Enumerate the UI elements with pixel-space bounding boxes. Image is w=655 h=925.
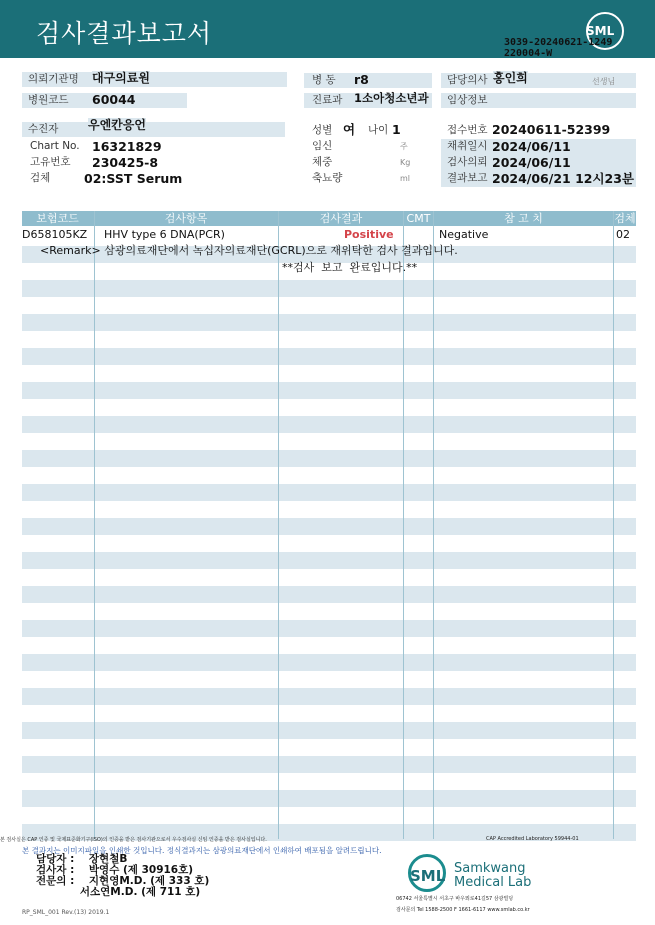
- header-test-item: 검사항목: [164, 212, 208, 225]
- report-label: 결과보고: [447, 172, 488, 184]
- sex-label: 성별: [312, 124, 333, 136]
- urine-label: 축뇨량: [312, 172, 343, 184]
- request-label: 검사의뢰: [447, 156, 488, 168]
- collect-value: 2024/06/11: [492, 139, 571, 154]
- row-reference: Negative: [439, 228, 489, 241]
- dept-value: 1소아청소년과: [354, 91, 429, 105]
- doctor-suffix: 선생님: [592, 77, 616, 86]
- table-row: [22, 348, 636, 365]
- row-result: Positive: [344, 228, 394, 241]
- header-result: 검사결과: [319, 212, 363, 225]
- weight-unit: Kg: [400, 158, 411, 167]
- clinical-label: 임상정보: [441, 93, 636, 108]
- table-row: [22, 620, 636, 637]
- sml-mark-text: SML: [410, 867, 446, 885]
- ward-value: r8: [354, 72, 369, 87]
- patient-value: 우엔칸응언: [88, 118, 146, 132]
- certification-note: 본 검사실은 CAP 인증 및 국제표준화기구(ISO)의 인증을 받은 검사기관으로서 우수검사실 신임 인증을 받은 검사실입니다.: [0, 837, 267, 843]
- lab-address: 06742 서울특별시 서초구 바우뫼로41길57 삼광빌딩: [396, 896, 514, 902]
- report-complete-text: **검사 보고 완료입니다.**: [282, 261, 418, 274]
- column-divider: [278, 211, 279, 839]
- header-reference: 참 고 치: [504, 212, 543, 225]
- table-row: [22, 722, 636, 739]
- row-insurance-code: D658105KZ: [22, 228, 88, 241]
- table-row: [22, 314, 636, 331]
- sex-value: 여: [343, 122, 356, 137]
- column-divider: [433, 211, 434, 839]
- cap-note: CAP Accredited Laboratory 59944-01: [486, 836, 579, 842]
- column-divider: [403, 211, 404, 839]
- table-row: [22, 552, 636, 569]
- image-notice: 본 결과지는 이미지파일을 인쇄한 것입니다. 정식결과지는 삼광의료재단에서 인쇄하여 배포됨을 알려드립니다.: [22, 846, 382, 855]
- patient-label: 수진자: [22, 122, 285, 137]
- weight-label: 체중: [312, 156, 333, 168]
- chart-no-value: 16321829: [92, 139, 162, 154]
- collect-label: 채취일시: [447, 140, 488, 152]
- chart-no-label: Chart No.: [30, 140, 80, 152]
- header-specimen: 검체: [614, 212, 636, 225]
- table-header: [22, 211, 636, 226]
- institution-value: 대구의료원: [92, 71, 150, 85]
- table-row: [22, 450, 636, 467]
- receipt-value: 20240611-52399: [492, 122, 611, 137]
- table-row: [22, 586, 636, 603]
- specimen-label: 검체: [30, 172, 51, 184]
- pregnancy-label: 임신: [312, 140, 333, 152]
- doctor-label: 담당의사: [441, 73, 636, 88]
- row-test-item: HHV type 6 DNA(PCR): [104, 228, 225, 241]
- report-value: 2024/06/21 12시23분: [492, 171, 635, 186]
- institution-label: 의뢰기관명: [22, 72, 287, 87]
- ward-label: 병 동: [304, 73, 432, 88]
- page-title: 검사결과보고서: [36, 19, 213, 48]
- table-row: [22, 416, 636, 433]
- request-value: 2024/06/11: [492, 155, 571, 170]
- table-row: [22, 382, 636, 399]
- receipt-label: 접수번호: [447, 124, 488, 136]
- signers: 담당자 : 장현철B 검사자 : 박영수 (제 30916호) 전문의 : 지현영M.D. (제 333 호) 서소연M.D. (제 711 호): [36, 853, 210, 898]
- age-label: 나이: [368, 124, 389, 136]
- unique-no-value: 230425-8: [92, 155, 159, 170]
- hospital-code-label: 병원코드: [22, 93, 187, 108]
- form-number: RP_SML_001 Rev.(13) 2019.1: [22, 909, 110, 916]
- document-number: 3039-20240621-1249 220004-W: [504, 37, 613, 59]
- table-row: [22, 280, 636, 297]
- logo-text: SML: [586, 24, 615, 38]
- hospital-code-value: 60044: [92, 92, 136, 107]
- row-specimen: 02: [616, 228, 630, 241]
- table-row: [22, 654, 636, 671]
- table-row: [22, 518, 636, 535]
- lab-contact: 검사문의 Tel 1588-2500 F 1661-6117 www.smlab.co.kr: [396, 907, 530, 913]
- doctor-value: 홍인희: [493, 71, 528, 85]
- column-divider: [613, 211, 614, 839]
- header-insurance-code: 보험코드: [36, 212, 79, 225]
- unique-no-label: 고유번호: [30, 156, 71, 168]
- specimen-value: 02:SST Serum: [84, 171, 183, 186]
- header-cmt: CMT: [406, 212, 431, 225]
- age-value: 1: [392, 122, 401, 137]
- urine-unit: ml: [400, 174, 411, 183]
- pregnancy-unit: 주: [400, 142, 408, 151]
- table-row: [22, 688, 636, 705]
- remark-text: <Remark> 삼광의료재단에서 녹십자의료재단(GCRL)으로 재위탁한 검사 결과입니다.: [40, 244, 458, 257]
- table-row: [22, 756, 636, 773]
- table-row: [22, 484, 636, 501]
- table-row: [22, 790, 636, 807]
- lab-name: Samkwang Medical Lab: [454, 861, 532, 890]
- column-divider: [94, 211, 95, 839]
- dept-label: 진료과: [304, 93, 432, 108]
